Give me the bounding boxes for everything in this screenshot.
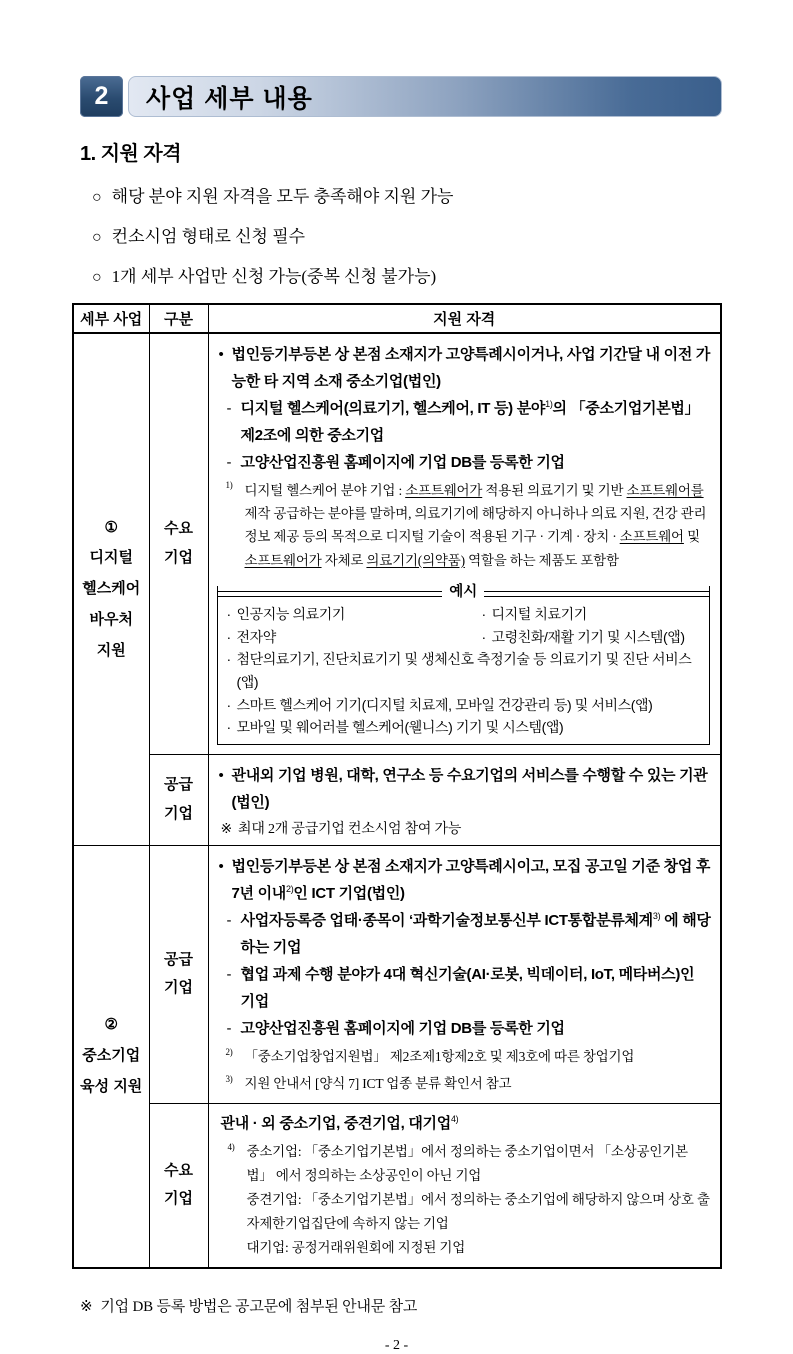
eligibility-text: 의 「중소기업기본법」 제2조에 의한 중소기업 [240, 400, 700, 444]
eligibility-item [215, 961, 713, 1015]
program-label-line: 육성 지원 [80, 1077, 143, 1095]
program-label-line: 지원 [96, 641, 126, 659]
program-label-sme-support [73, 845, 149, 1268]
eligibility-text: 디지털 헬스케어(의료기기, 헬스케어, IT 등) 분야 [240, 400, 546, 417]
dot-bullet-icon: • [218, 766, 224, 784]
dash-bullet-icon: - [226, 400, 232, 417]
footnote-text-underlined: 소프트웨어가 [244, 552, 322, 568]
footer-note-text: 기업 DB 등록 방법은 공고문에 첨부된 안내문 참고 [100, 1299, 418, 1316]
eligibility-cell-s2-supply [208, 845, 721, 1103]
footnote-marker: 3) [225, 1073, 233, 1084]
page-number: - 2 - [384, 1338, 409, 1354]
section-title-band [128, 76, 722, 117]
circle-bullet-icon: ○ [92, 229, 102, 246]
program-label-line: 헬스케어 [82, 580, 141, 598]
mid-dot-icon: · [481, 605, 486, 622]
example-text: 모바일 및 웨어러블 헬스케어(웰니스) 기기 및 시스템(앱) [236, 719, 564, 736]
circle-bullet-icon: ○ [92, 269, 102, 286]
example-text: 디지털 치료기기 [491, 605, 587, 622]
col-header-eligibility: 지원 자격 [208, 304, 721, 333]
program-label-digital-healthcare [73, 333, 149, 845]
bullet-item [92, 262, 793, 287]
gubun-line: 공급 [164, 950, 193, 968]
footnote-3 [215, 1073, 713, 1096]
consortium-note [215, 818, 713, 838]
eligibility-item [215, 907, 713, 961]
dot-bullet-icon: • [218, 857, 224, 875]
mid-dot-icon: · [226, 719, 231, 736]
table-row [73, 1103, 721, 1268]
circle-bullet-icon: ○ [92, 189, 102, 206]
eligibility-table [72, 303, 722, 1269]
table-row [73, 754, 721, 845]
eligibility-text: 인 ICT 기업(법인) [293, 884, 405, 902]
program-label-line: 중소기업 [82, 1047, 141, 1065]
eligibility-item [215, 853, 713, 907]
footnote-text: 「중소기업창업지원법」 제2조제1항제2호 및 제3호에 따른 창업기업 [244, 1048, 635, 1064]
footnote-text: 디지털 헬스케어 분야 기업 : [244, 483, 406, 498]
gubun-line: 공급 [164, 776, 193, 794]
footnote-text: 적용된 의료기기 및 기반 [482, 483, 627, 498]
footnote-text-underlined: 의료기기(의약품) [366, 552, 465, 568]
example-box-title: 예시 [449, 584, 478, 601]
example-item [225, 716, 703, 739]
section-number-badge: 2 [80, 76, 123, 117]
example-text: 고령친화/재활 기기 및 시스템(앱) [491, 628, 685, 645]
mid-dot-icon: · [481, 628, 486, 645]
footnote-text: 중견기업: 「중소기업기본법」에서 정의하는 중소기업에 해당하지 않으며 상호 출자제한기업집단에 속하지 않는 기업 [246, 1192, 710, 1232]
double-line [218, 591, 443, 597]
col-header-gubun: 구분 [149, 304, 208, 333]
footnote-marker: 4) [227, 1142, 235, 1153]
footnote-text: 중소기업: 「중소기업기본법」에서 정의하는 중소기업이면서 「소상공인기본법」 에서 정의하는 소상공인이 아닌 기업 [246, 1144, 688, 1184]
program-label-line: 바우처 [89, 610, 133, 628]
footnote-text-underlined: 소프트웨어가 [405, 483, 483, 498]
col-header-program: 세부 사업 [73, 304, 149, 333]
table-header-row [73, 304, 721, 333]
note-text: 최대 2개 공급기업 컨소시엄 참여 가능 [238, 821, 462, 837]
table-row [73, 333, 721, 754]
example-item [480, 603, 703, 626]
eligibility-item [215, 1111, 713, 1137]
footnote-text-underlined: 소프트웨어 [619, 529, 684, 545]
eligibility-cell-s2-demand [208, 1103, 721, 1268]
example-item [225, 648, 703, 693]
gubun-demand [149, 333, 208, 754]
eligibility-cell-s1-supply [208, 754, 721, 845]
gubun-line: 기업 [164, 548, 193, 566]
program-label-line: 디지털 [89, 549, 133, 567]
eligibility-text: 관내외 기업 병원, 대학, 연구소 등 수요기업의 서비스를 수행할 수 있는 기관(법인) [231, 766, 708, 811]
footer-note [80, 1295, 793, 1316]
eligibility-text: 관내 · 외 중소기업, 중견기업, 대기업 [220, 1114, 451, 1132]
eligibility-item [215, 449, 713, 476]
footnote-text: 지원 안내서 [양식 7] ICT 업종 분류 확인서 참고 [244, 1075, 512, 1091]
footnote-1 [215, 479, 713, 572]
eligibility-item [215, 341, 713, 395]
footnote-text: 자체로 [321, 552, 367, 568]
footnote-ref: 1) [545, 399, 553, 409]
footnote-text: 제작 공급하는 분야를 말하며, 의료기기에 해당하지 아니하나 의료 지원, 건강 관리 정보 제공 등의 목적으로 디지털 기술이 적용된 기구 · 기계 · 장치 · [244, 506, 707, 545]
dot-bullet-icon: • [218, 346, 224, 363]
footnote-ref: 3) [652, 910, 661, 921]
example-item [225, 626, 480, 649]
gubun-supply [149, 845, 208, 1103]
mid-dot-icon: · [226, 628, 231, 645]
footnote-marker: 1) [225, 480, 233, 490]
dash-bullet-icon: - [226, 454, 232, 471]
gubun-line: 기업 [164, 804, 193, 822]
example-box [217, 586, 711, 745]
footnote-4 [215, 1140, 713, 1260]
table-row [73, 845, 721, 1103]
eligibility-text: 법인등기부등본 상 본점 소재지가 고양특례시이고, 모집 공고일 기준 창업 후 7년 이내 [231, 857, 711, 902]
program-label-line: ② [104, 1016, 118, 1034]
bullet-text: 1개 세부 사업만 신청 가능(중복 신청 불가능) [111, 267, 437, 286]
gubun-line: 수요 [164, 520, 193, 538]
reference-mark-icon: ※ [80, 1299, 93, 1316]
eligibility-item [215, 762, 713, 816]
reference-mark-icon: ※ [220, 821, 233, 837]
gubun-line: 기업 [164, 979, 193, 997]
example-box-header [218, 586, 710, 602]
bullet-text: 해당 분야 지원 자격을 모두 충족해야 지원 가능 [111, 187, 454, 206]
example-text: 스마트 헬스케어 기기(디지털 치료제, 모바일 건강관리 등) 및 서비스(앱) [236, 696, 653, 713]
eligibility-text: 법인등기부등본 상 본점 소재지가 고양특례시이거나, 사업 기간달 내 이전 가능한 타 지역 소재 중소기업(법인) [231, 346, 711, 390]
footnote-ref: 4) [450, 1113, 459, 1124]
gubun-demand [149, 1103, 208, 1268]
double-line [484, 591, 709, 597]
footnote-text: 및 [683, 529, 700, 545]
program-label-line: ① [104, 518, 118, 536]
eligibility-item [215, 1015, 713, 1042]
footnote-marker: 2) [225, 1046, 233, 1057]
section-title: 사업 세부 내용 [146, 84, 313, 113]
example-pair-grid [225, 603, 703, 648]
footnote-ref: 2) [285, 883, 294, 894]
eligibility-text: 고양산업진흥원 홈페이지에 기업 DB를 등록한 기업 [240, 454, 565, 471]
gubun-supply [149, 754, 208, 845]
section-header [80, 76, 722, 117]
dash-bullet-icon: - [226, 1019, 232, 1037]
eligibility-item [215, 395, 713, 449]
example-text: 첨단의료기기, 진단치료기기 및 생체신호 측정기술 등 의료기기 및 진단 서비스(앱) [236, 651, 692, 690]
dash-bullet-icon: - [226, 911, 232, 929]
footnote-text: 역할을 하는 제품도 포함함 [464, 552, 619, 568]
eligibility-text: 에 해당하는 기업 [240, 911, 711, 956]
footnote-text: 대기업: 공정거래위원회에 지정된 기업 [246, 1240, 466, 1256]
footnote-text-underlined: 소프트웨어를 [626, 483, 704, 498]
mid-dot-icon: · [226, 696, 231, 713]
bullet-item [92, 182, 793, 207]
example-item [225, 603, 480, 626]
bullet-item [92, 222, 793, 247]
example-item [480, 626, 703, 649]
eligibility-text: 고양산업진흥원 홈페이지에 기업 DB를 등록한 기업 [240, 1019, 565, 1037]
example-text: 인공지능 의료기기 [236, 605, 345, 622]
subsection-heading: 1. 지원 자격 [80, 143, 182, 165]
mid-dot-icon: · [226, 651, 231, 668]
dash-bullet-icon: - [226, 965, 232, 983]
footnote-2 [215, 1046, 713, 1069]
bullet-list [92, 182, 793, 287]
example-item [225, 694, 703, 717]
eligibility-cell-s1-demand [208, 333, 721, 754]
gubun-line: 기업 [164, 1190, 193, 1208]
eligibility-text: 협업 과제 수행 분야가 4대 혁신기술(AI·로봇, 빅데이터, IoT, 메타버스)인 기업 [240, 965, 695, 1010]
example-text: 전자약 [236, 628, 276, 645]
gubun-line: 수요 [164, 1161, 193, 1179]
eligibility-text: 사업자등록증 업태·종목이 ‘과학기술정보통신부 ICT통합분류체계 [240, 911, 653, 929]
bullet-text: 컨소시엄 형태로 신청 필수 [111, 227, 306, 246]
mid-dot-icon: · [226, 605, 231, 622]
